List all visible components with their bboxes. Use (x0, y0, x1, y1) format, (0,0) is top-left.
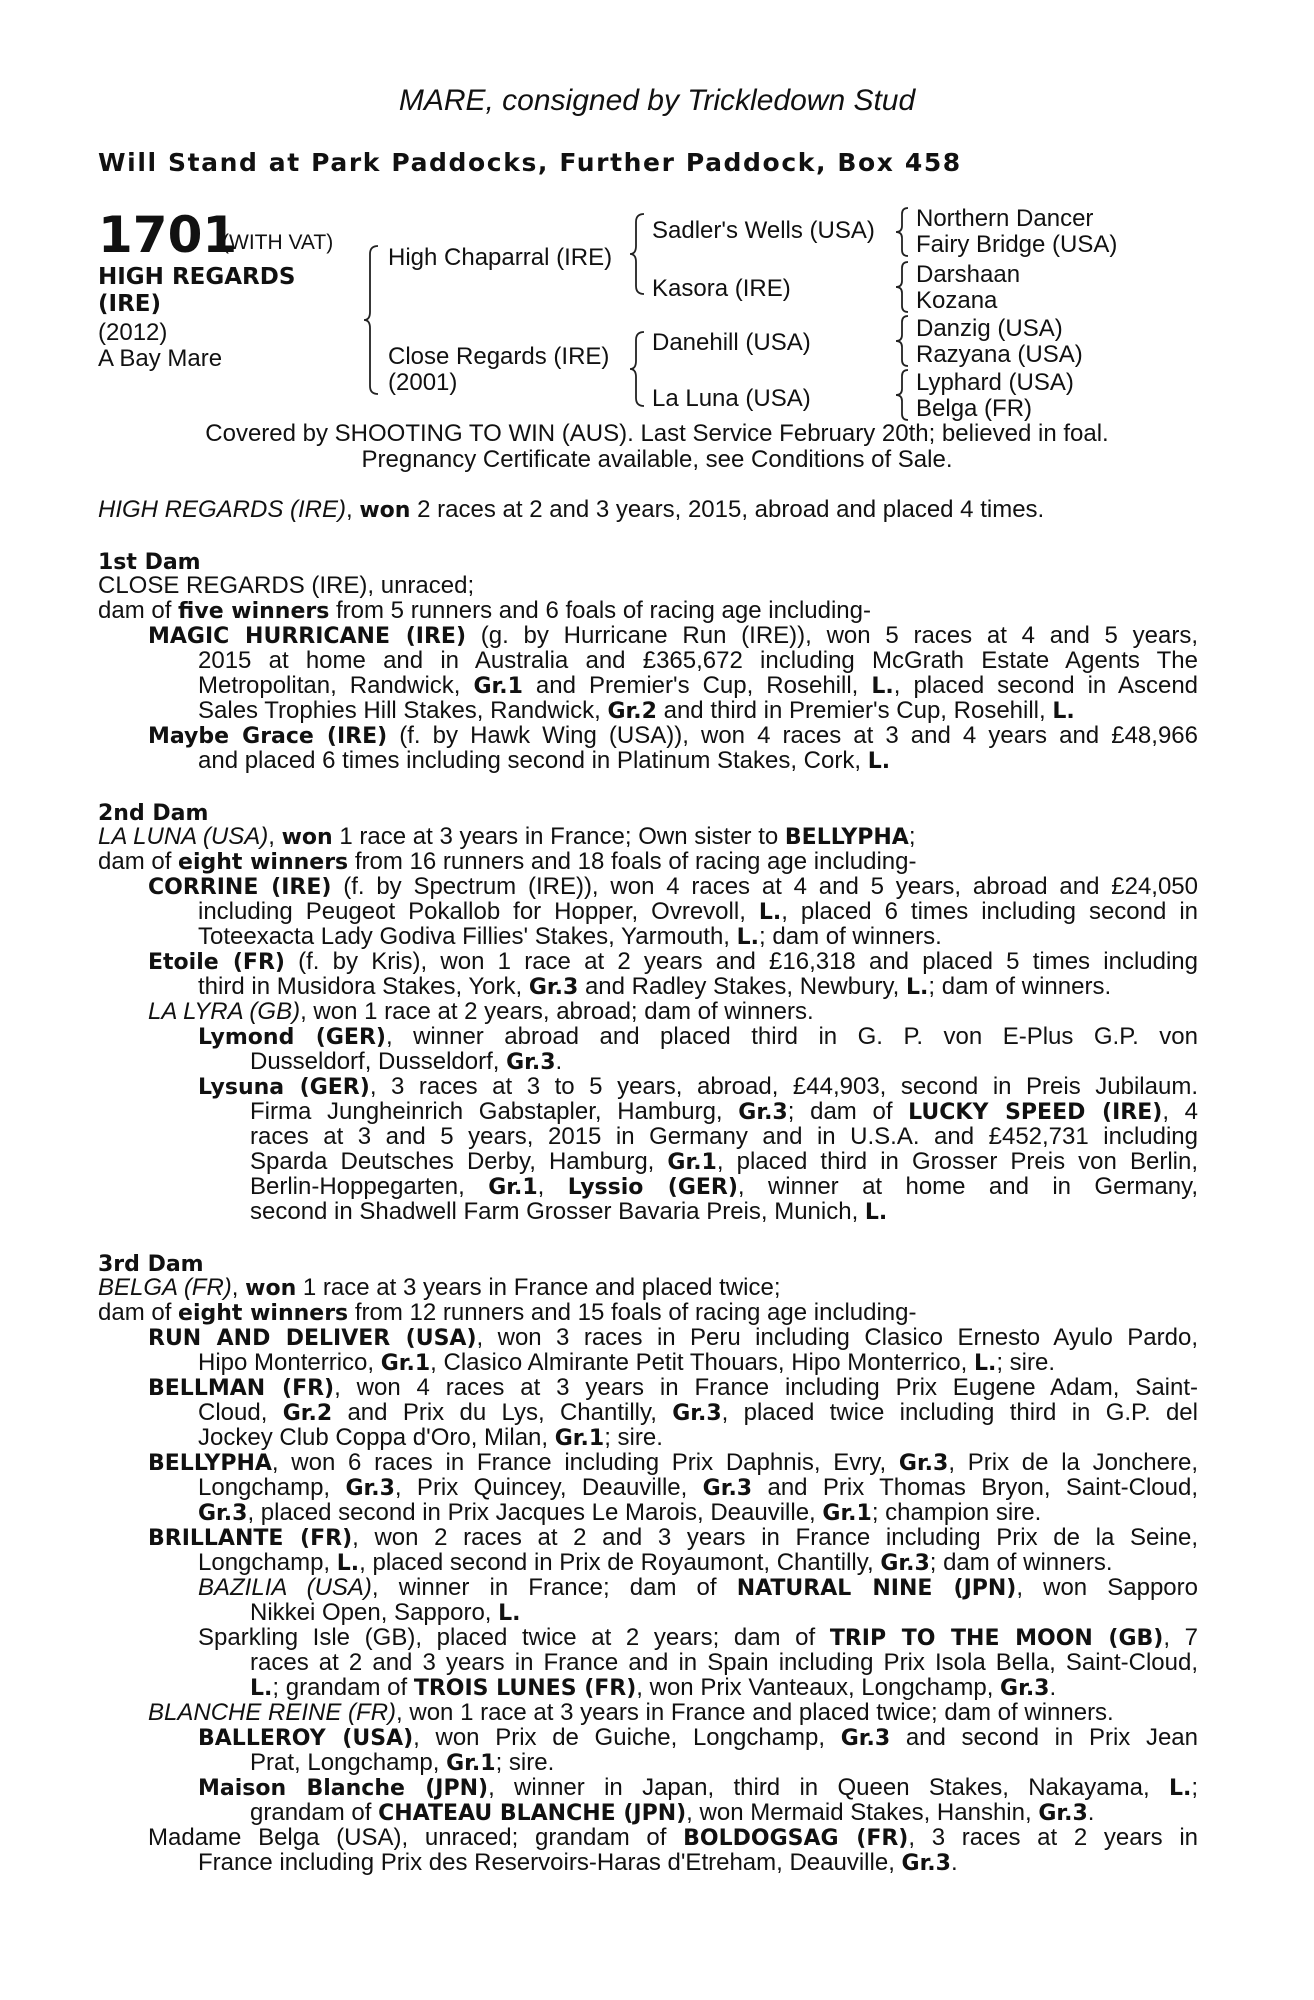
balleroy-line-2 (250, 1750, 554, 1776)
bazilia-line-2 (250, 1600, 521, 1626)
t: , won 1 race at 2 years, abroad; dam of winners. (300, 998, 814, 1025)
pedigree-g3: Darshaan (916, 261, 1021, 288)
progeny-name: Lyssio (GER) (567, 1175, 738, 1200)
t: , Prix Quincey, Deauville, (394, 1474, 703, 1501)
covered-line-1: Covered by SHOOTING TO WIN (AUS). Last Service February 20th; believed in foal. (205, 420, 1109, 447)
t: , won 2 races at 2 and 3 years in France including Prix de la Seine, (352, 1524, 1198, 1551)
progeny-name: MAGIC HURRICANE (IRE) (148, 624, 467, 649)
second-dam-line-2 (98, 849, 917, 875)
progeny-name: Lymond (GER) (198, 1025, 386, 1050)
progeny-name: TROIS LUNES (FR) (413, 1676, 637, 1701)
t: 1 race at 3 years in France and placed twice; (296, 1274, 781, 1301)
grade: Gr.3 (738, 1100, 788, 1125)
progeny-name: NATURAL NINE (JPN) (736, 1576, 1017, 1601)
grade: L. (867, 749, 891, 774)
t: , Prix de la Jonchere, (948, 1449, 1198, 1476)
bellypha-line-2 (198, 1475, 1198, 1501)
t: 1 race at 3 years in France; Own sister to (332, 823, 785, 850)
grade: Gr.3 (840, 1726, 891, 1751)
pedigree-brace-g2 (890, 260, 912, 314)
t: Sparkling Isle (GB), placed twice at 2 years; dam of (198, 1624, 830, 1651)
progeny-name: LUCKY SPEED (IRE) (908, 1100, 1163, 1125)
progeny-name: BAZILIA (USA) (198, 1574, 372, 1601)
grade: L. (973, 1351, 997, 1376)
t: . (1049, 1674, 1057, 1701)
progeny-name: CORRINE (IRE) (148, 875, 332, 900)
t: , won Sapporo (1016, 1574, 1198, 1601)
t: second in Shadwell Farm Grosser Bavaria Preis, Munich, (250, 1198, 865, 1225)
pedigree-brace-g3 (890, 314, 912, 368)
pedigree-dam: Close Regards (IRE) (388, 343, 610, 370)
summary-horse-name: HIGH REGARDS (IRE) (98, 496, 347, 523)
pedigree-g7: Lyphard (USA) (916, 369, 1074, 396)
t: and placed 6 times including second in Platinum Stakes, Cork, (198, 747, 868, 774)
horse-name (98, 264, 338, 318)
grade: L. (871, 674, 894, 699)
t: ; sire. (495, 1749, 555, 1776)
grade: Gr.1 (473, 674, 523, 699)
grade: L. (736, 925, 760, 950)
t: , winner in Japan, third in Queen Stakes, Nakayama, (488, 1774, 1169, 1801)
grade: L. (1168, 1776, 1192, 1801)
sparkling-isle-line-2: races at 2 and 3 years in France and in Spain including Prix Isola Bella, Saint-Cloud, (250, 1649, 1198, 1676)
progeny-name: BRILLANTE (FR) (148, 1526, 353, 1551)
pedigree-sire-sire: Sadler's Wells (USA) (652, 217, 875, 244)
t: , (268, 823, 282, 850)
progeny-name: Lysuna (GER) (198, 1075, 370, 1100)
grade: Gr.2 (282, 1401, 333, 1426)
pedigree-dam-dam: La Luna (USA) (652, 385, 811, 412)
t: , won 1 race at 3 years in France and placed twice; dam of winners. (396, 1699, 1114, 1726)
t: Cloud, (198, 1399, 283, 1426)
pedigree-sire-dam: Kasora (IRE) (652, 275, 791, 302)
lysuna-line-2 (250, 1099, 1198, 1125)
balleroy-line-1 (198, 1725, 1198, 1751)
maison-blanche-line-2 (250, 1800, 1094, 1826)
t: and Prix du Lys, Chantilly, (332, 1399, 673, 1426)
t: and Premier's Cup, Rosehill, (522, 672, 872, 699)
etoile-line-1 (148, 949, 1198, 975)
t: (f. by Spectrum (IRE)), won 4 races at 4 and 5 years, abroad and £24,050 (331, 873, 1199, 900)
pedigree-dam-sire: Danehill (USA) (652, 329, 811, 356)
t: Prat, Longchamp, (250, 1749, 447, 1776)
bellypha-line-1 (148, 1450, 1198, 1476)
run-and-deliver-line-1 (148, 1325, 1198, 1351)
progeny-name: RUN AND DELIVER (USA) (148, 1326, 477, 1351)
t: . (950, 1849, 958, 1876)
page-title: MARE, consigned by Trickledown Stud (398, 84, 916, 117)
lysuna-line-4 (250, 1149, 1198, 1175)
t: Jockey Club Coppa d'Oro, Milan, (198, 1424, 555, 1451)
pedigree-sire: High Chaparral (IRE) (388, 244, 613, 271)
t: including Peugeot Pokallob for Hopper, Ovrevoll, (198, 898, 759, 925)
t: (f. by Kris), won 1 race at 2 years and £16,318 and placed 5 times including (284, 948, 1198, 975)
horse-name-line2: (IRE) (98, 291, 162, 317)
maybe-grace-line-2 (198, 748, 890, 774)
t: ; dam of winners. (928, 973, 1112, 1000)
t: , placed second in Prix Jacques Le Marois, Deauville, (247, 1499, 823, 1526)
grade: Gr.3 (1038, 1801, 1088, 1826)
t: Sparda Deutsches Derby, Hamburg, (250, 1148, 668, 1175)
madame-belga-line-1 (148, 1825, 1198, 1851)
blanche-reine-line (148, 1700, 1114, 1725)
grade: Gr.3 (672, 1401, 722, 1426)
progeny-name: CHATEAU BLANCHE (JPN) (378, 1801, 687, 1826)
magic-hurricane-line-4 (198, 698, 1075, 724)
etoile-line-2 (198, 974, 1111, 1000)
t: ; sire. (996, 1349, 1056, 1376)
t: , won Prix de Guiche, Longchamp, (413, 1724, 841, 1751)
pedigree-brace-main (360, 244, 384, 396)
winners-count: eight winners (178, 1301, 349, 1326)
race-summary (98, 497, 1044, 523)
t: from 5 runners and 6 foals of racing age including- (329, 597, 871, 624)
t: , 3 races at 3 to 5 years, abroad, £44,903, second in Preis Jubilaum. (369, 1073, 1198, 1100)
grade: Gr.2 (607, 699, 657, 724)
maybe-grace-line-1 (148, 723, 1198, 749)
la-lyra-line (148, 999, 814, 1024)
t: Toteexacta Lady Godiva Fillies' Stakes, Yarmouth, (198, 923, 737, 950)
corrine-line-2 (198, 899, 1198, 925)
t: ; dam of winners. (759, 923, 942, 950)
lysuna-line-5 (250, 1174, 1198, 1200)
grade: Gr.3 (198, 1501, 248, 1526)
grade: Gr.1 (667, 1150, 717, 1175)
t: and third in Premier's Cup, Rosehill, (656, 697, 1053, 724)
sparkling-isle-line-3 (250, 1675, 1056, 1701)
lysuna-line-1 (198, 1074, 1198, 1100)
t: grandam of (250, 1799, 379, 1826)
t: ; (1191, 1774, 1198, 1801)
corrine-line-3 (198, 924, 942, 950)
second-dam-heading: 2nd Dam (98, 801, 209, 826)
summary-rest: 2 races at 2 and 3 years, 2015, abroad and placed 4 times. (410, 496, 1045, 523)
bellman-line-3 (198, 1425, 663, 1451)
pedigree-g1: Northern Dancer (916, 205, 1094, 232)
t: , won 3 races in Peru including Clasico Ernesto Ayulo Pardo, (476, 1324, 1198, 1351)
grade: Gr.3 (901, 1851, 951, 1876)
progeny-name: Etoile (FR) (148, 950, 285, 975)
pedigree-g2: Fairy Bridge (USA) (916, 231, 1118, 258)
t: ; (908, 823, 916, 850)
t: Berlin-Hoppegarten, (250, 1173, 489, 1200)
progeny-name: BELLMAN (FR) (148, 1376, 335, 1401)
bellman-line-2 (198, 1400, 1198, 1426)
t: , won 4 races at 3 years in France including Prix Eugene Adam, Saint- (334, 1374, 1199, 1401)
t: from 16 runners and 18 foals of racing age including- (348, 848, 917, 875)
t: Madame Belga (USA), unraced; grandam of (148, 1824, 684, 1851)
t: , (231, 1274, 246, 1301)
t: , winner at home and in Germany, (737, 1173, 1198, 1200)
progeny-name: BALLEROY (USA) (198, 1726, 414, 1751)
t: and Prix Thomas Bryon, Saint-Cloud, (752, 1474, 1198, 1501)
t: (f. by Hawk Wing (USA)), won 4 races at 3 and 4 years and £48,966 (387, 722, 1198, 749)
bazilia-line-1 (198, 1575, 1198, 1601)
t: Dusseldorf, Dusseldorf, (250, 1048, 507, 1075)
magic-hurricane-line-2: 2015 at home and in Australia and £365,672 including McGrath Estate Agents The (198, 647, 1198, 674)
grade: Gr.1 (554, 1426, 605, 1451)
third-dam-line-2 (98, 1300, 917, 1326)
t: , placed second in Ascend (893, 672, 1199, 699)
vat-label: (WITH VAT) (222, 231, 334, 254)
t: and Radley Stakes, Newbury, (578, 973, 906, 1000)
pedigree-g8: Belga (FR) (916, 395, 1033, 422)
pedigree-g4: Kozana (916, 287, 998, 314)
second-dam-line-1 (98, 824, 915, 850)
lymond-line-1 (198, 1024, 1198, 1050)
t: , placed 6 times including second in (781, 898, 1198, 925)
t: , (537, 1173, 568, 1200)
pedigree-brace-g1 (890, 206, 912, 258)
summary-won: won (359, 498, 411, 523)
grade: Gr.1 (488, 1175, 538, 1200)
t: dam of (98, 1299, 179, 1326)
won: won (281, 825, 333, 850)
progeny-name: Maybe Grace (IRE) (148, 724, 388, 749)
pedigree-g6: Razyana (USA) (916, 341, 1083, 368)
t: Nikkei Open, Sapporo, (250, 1599, 499, 1626)
grade: Gr.1 (822, 1501, 872, 1526)
t: , winner abroad and placed third in G. P. von E-Plus G.P. von (385, 1023, 1198, 1050)
run-and-deliver-line-2 (198, 1350, 1055, 1376)
progeny-name: BOLDOGSAG (FR) (683, 1826, 909, 1851)
progeny-name: BELLYPHA (148, 1451, 272, 1476)
t: (g. by Hurricane Run (IRE)), won 5 races at 4 and 5 years, (466, 622, 1198, 649)
dam-name: LA LUNA (USA) (98, 823, 269, 850)
summary-sep: , (346, 496, 360, 523)
madame-belga-line-2 (198, 1850, 958, 1876)
horse-name-line1: HIGH REGARDS (98, 264, 296, 290)
t: Sales Trophies Hill Stakes, Randwick, (198, 697, 608, 724)
t: , won Prix Vanteaux, Longchamp, (636, 1674, 1001, 1701)
winners-count: eight winners (178, 850, 349, 875)
progeny-name: TRIP TO THE MOON (GB) (829, 1626, 1164, 1651)
grade: L. (906, 975, 929, 1000)
dam-name: BELGA (FR) (98, 1274, 232, 1301)
grade: Gr.3 (345, 1476, 395, 1501)
t: . (555, 1048, 563, 1075)
first-dam-heading: 1st Dam (98, 550, 201, 575)
t: , won 6 races in France including Prix Daphnis, Evry, (271, 1449, 899, 1476)
won: won (245, 1276, 297, 1301)
grade: Gr.3 (702, 1476, 753, 1501)
lot-number: 1701 (98, 206, 238, 264)
grade: Gr.3 (528, 975, 579, 1000)
t: ; grandam of (272, 1674, 414, 1701)
t: Firma Jungheinrich Gabstapler, Hamburg, (250, 1098, 739, 1125)
grade: Gr.1 (380, 1351, 431, 1376)
pedigree-brace-sire (626, 212, 648, 296)
maison-blanche-line-1 (198, 1775, 1198, 1801)
covered-line-2: Pregnancy Certificate available, see Conditions of Sale. (361, 446, 953, 473)
t: ; dam of (787, 1098, 909, 1125)
pedigree-dam-year: (2001) (388, 369, 458, 396)
progeny-name: BLANCHE REINE (FR) (148, 1699, 397, 1726)
lysuna-line-3: races at 3 and 5 years, 2015 in Germany and in U.S.A. and £452,731 including (250, 1123, 1198, 1150)
horse-description: A Bay Mare (98, 345, 223, 372)
grade: Gr.3 (1000, 1676, 1050, 1701)
bellman-line-1 (148, 1375, 1198, 1401)
corrine-line-1 (148, 874, 1198, 900)
t: ; dam of winners. (929, 1549, 1113, 1576)
t: , 4 (1162, 1098, 1199, 1125)
bellypha-line-3 (198, 1500, 1041, 1526)
t: dam of (98, 597, 179, 624)
foaling-year: (2012) (98, 319, 168, 346)
first-dam-line-1: CLOSE REGARDS (IRE), unraced; (98, 572, 475, 599)
grade: Gr.3 (898, 1451, 949, 1476)
t: third in Musidora Stakes, York, (198, 973, 529, 1000)
t: , won Mermaid Stakes, Hanshin, (686, 1799, 1039, 1826)
first-dam-line-2 (98, 598, 871, 624)
brillante-line-1 (148, 1525, 1198, 1551)
pedigree-g5: Danzig (USA) (916, 315, 1063, 342)
t: Metropolitan, Randwick, (198, 672, 474, 699)
grade: Gr.3 (880, 1551, 930, 1576)
t: , winner in France; dam of (371, 1574, 737, 1601)
t: , placed twice including third in G.P. del (721, 1399, 1198, 1426)
grade: Gr.1 (446, 1751, 496, 1776)
sparkling-isle-line-1 (198, 1625, 1198, 1651)
progeny-name: LA LYRA (GB) (148, 998, 301, 1025)
magic-hurricane-line-1 (148, 623, 1198, 649)
t: , 7 (1163, 1624, 1199, 1651)
t: France including Prix des Reservoirs-Haras d'Etreham, Deauville, (198, 1849, 902, 1876)
t: , 3 races at 2 years in (908, 1824, 1198, 1851)
t: ; champion sire. (871, 1499, 1042, 1526)
progeny-name: Maison Blanche (JPN) (198, 1776, 489, 1801)
grade: Gr.3 (506, 1050, 556, 1075)
t: Hipo Monterrico, (198, 1349, 381, 1376)
winners-count: five winners (178, 599, 330, 624)
stand-location: Will Stand at Park Paddocks, Further Paddock, Box 458 (98, 148, 962, 177)
brillante-line-2 (198, 1550, 1113, 1576)
third-dam-line-1 (98, 1275, 781, 1301)
grade: L. (1052, 699, 1075, 724)
grade: L. (758, 900, 782, 925)
third-dam-heading: 3rd Dam (98, 1252, 204, 1277)
t: . (1087, 1799, 1095, 1826)
pedigree-brace-g4 (890, 368, 912, 422)
pedigree-brace-dam (626, 330, 648, 408)
grade: L. (250, 1676, 273, 1701)
t: and second in Prix Jean (890, 1724, 1198, 1751)
t: Longchamp, (198, 1549, 337, 1576)
sister-name: BELLYPHA (784, 825, 909, 850)
magic-hurricane-line-3 (198, 673, 1198, 699)
grade: L. (498, 1601, 521, 1626)
grade: L. (864, 1200, 888, 1225)
t: from 12 runners and 15 foals of racing age including- (348, 1299, 917, 1326)
grade: L. (336, 1551, 360, 1576)
t: dam of (98, 848, 179, 875)
lymond-line-2 (250, 1049, 562, 1075)
t: , Clasico Almirante Petit Thouars, Hipo Monterrico, (430, 1349, 974, 1376)
t: Longchamp, (198, 1474, 346, 1501)
lysuna-line-6 (250, 1199, 887, 1225)
t: , placed second in Prix de Royaumont, Chantilly, (359, 1549, 881, 1576)
t: ; sire. (604, 1424, 663, 1451)
t: , placed third in Grosser Preis von Berlin, (716, 1148, 1198, 1175)
